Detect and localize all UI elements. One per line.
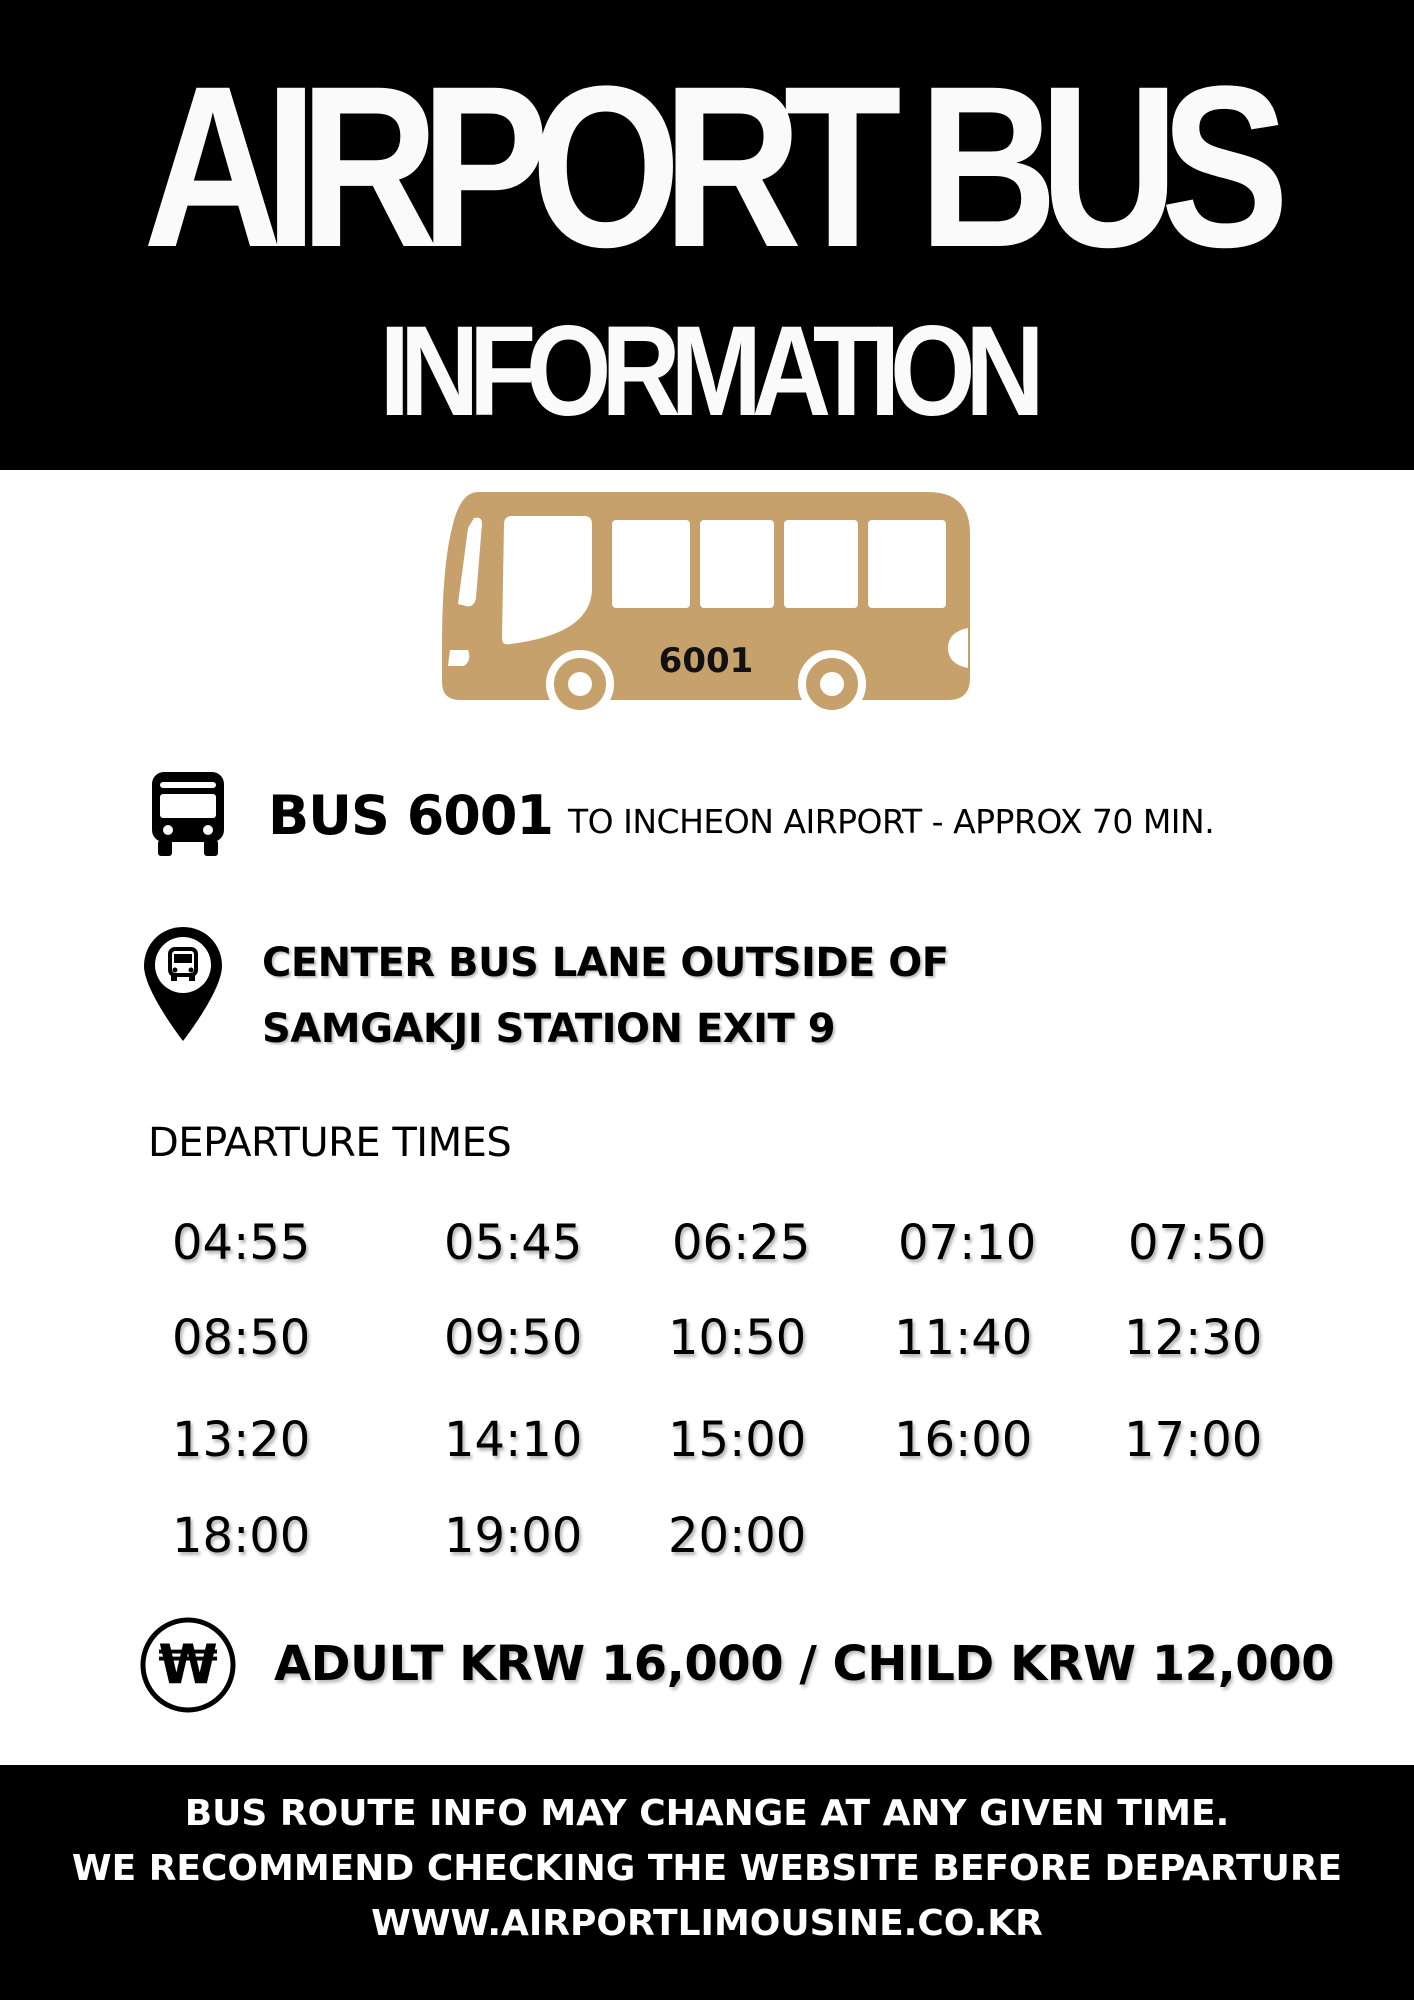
bus-window-1	[612, 520, 690, 608]
departure-time: 06:25	[672, 1215, 811, 1271]
bus-window-4	[868, 520, 946, 608]
bus-illustration	[438, 488, 974, 710]
page-subtitle: INFORMATION	[379, 300, 1035, 443]
departure-time: 08:50	[172, 1310, 311, 1366]
footer-line-1: BUS ROUTE INFO MAY CHANGE AT ANY GIVEN TIME.	[184, 1793, 1230, 1834]
route-number: BUS 6001	[268, 784, 553, 847]
won-symbol: ₩	[158, 1633, 218, 1696]
departure-time: 20:00	[668, 1508, 807, 1564]
route-destination: TO INCHEON AIRPORT - APPROX 70 MIN.	[568, 802, 1215, 841]
fare-prices: ADULT KRW 16,000 / CHILD KRW 12,000	[274, 1636, 1334, 1692]
won-currency-icon	[140, 1617, 236, 1713]
location-line-2: SAMGAKJI STATION EXIT 9	[262, 1006, 836, 1052]
bus-front-light	[448, 650, 469, 666]
departure-time: 17:00	[1124, 1412, 1263, 1468]
departure-time: 13:20	[172, 1412, 311, 1468]
pickup-location	[262, 930, 949, 1062]
bus-icon	[150, 770, 226, 858]
footer-line-2: WE RECOMMEND CHECKING THE WEBSITE BEFORE DEPARTURE	[71, 1848, 1343, 1889]
departure-time: 14:10	[444, 1412, 583, 1468]
departure-time: 16:00	[894, 1412, 1033, 1468]
departure-time: 09:50	[444, 1310, 583, 1366]
header-banner	[0, 0, 1414, 470]
location-line-1: CENTER BUS LANE OUTSIDE OF	[262, 940, 949, 986]
departure-time: 11:40	[894, 1310, 1033, 1366]
departure-time: 07:10	[898, 1215, 1037, 1271]
departure-time: 12:30	[1124, 1310, 1263, 1366]
bus-window-3	[784, 520, 858, 608]
departure-time: 18:00	[172, 1508, 311, 1564]
page-title: AIRPORT BUS	[143, 38, 1271, 295]
departure-times-heading: DEPARTURE TIMES	[148, 1120, 512, 1166]
departure-time: 10:50	[668, 1310, 807, 1366]
location-pin-icon	[142, 925, 224, 1043]
footer-notice	[0, 1765, 1414, 2000]
bus-wheel-rear-hub	[820, 672, 844, 696]
bus-wheel-front-hub	[568, 672, 592, 696]
departure-time: 07:50	[1128, 1215, 1267, 1271]
departure-time: 19:00	[444, 1508, 583, 1564]
bus-window-2	[700, 520, 774, 608]
departure-time: 05:45	[444, 1215, 583, 1271]
footer-website: WWW.AIRPORTLIMOUSINE.CO.KR	[371, 1903, 1043, 1944]
departure-time: 15:00	[668, 1412, 807, 1468]
departure-time: 04:55	[172, 1215, 311, 1271]
bus-number: 6001	[658, 641, 754, 681]
